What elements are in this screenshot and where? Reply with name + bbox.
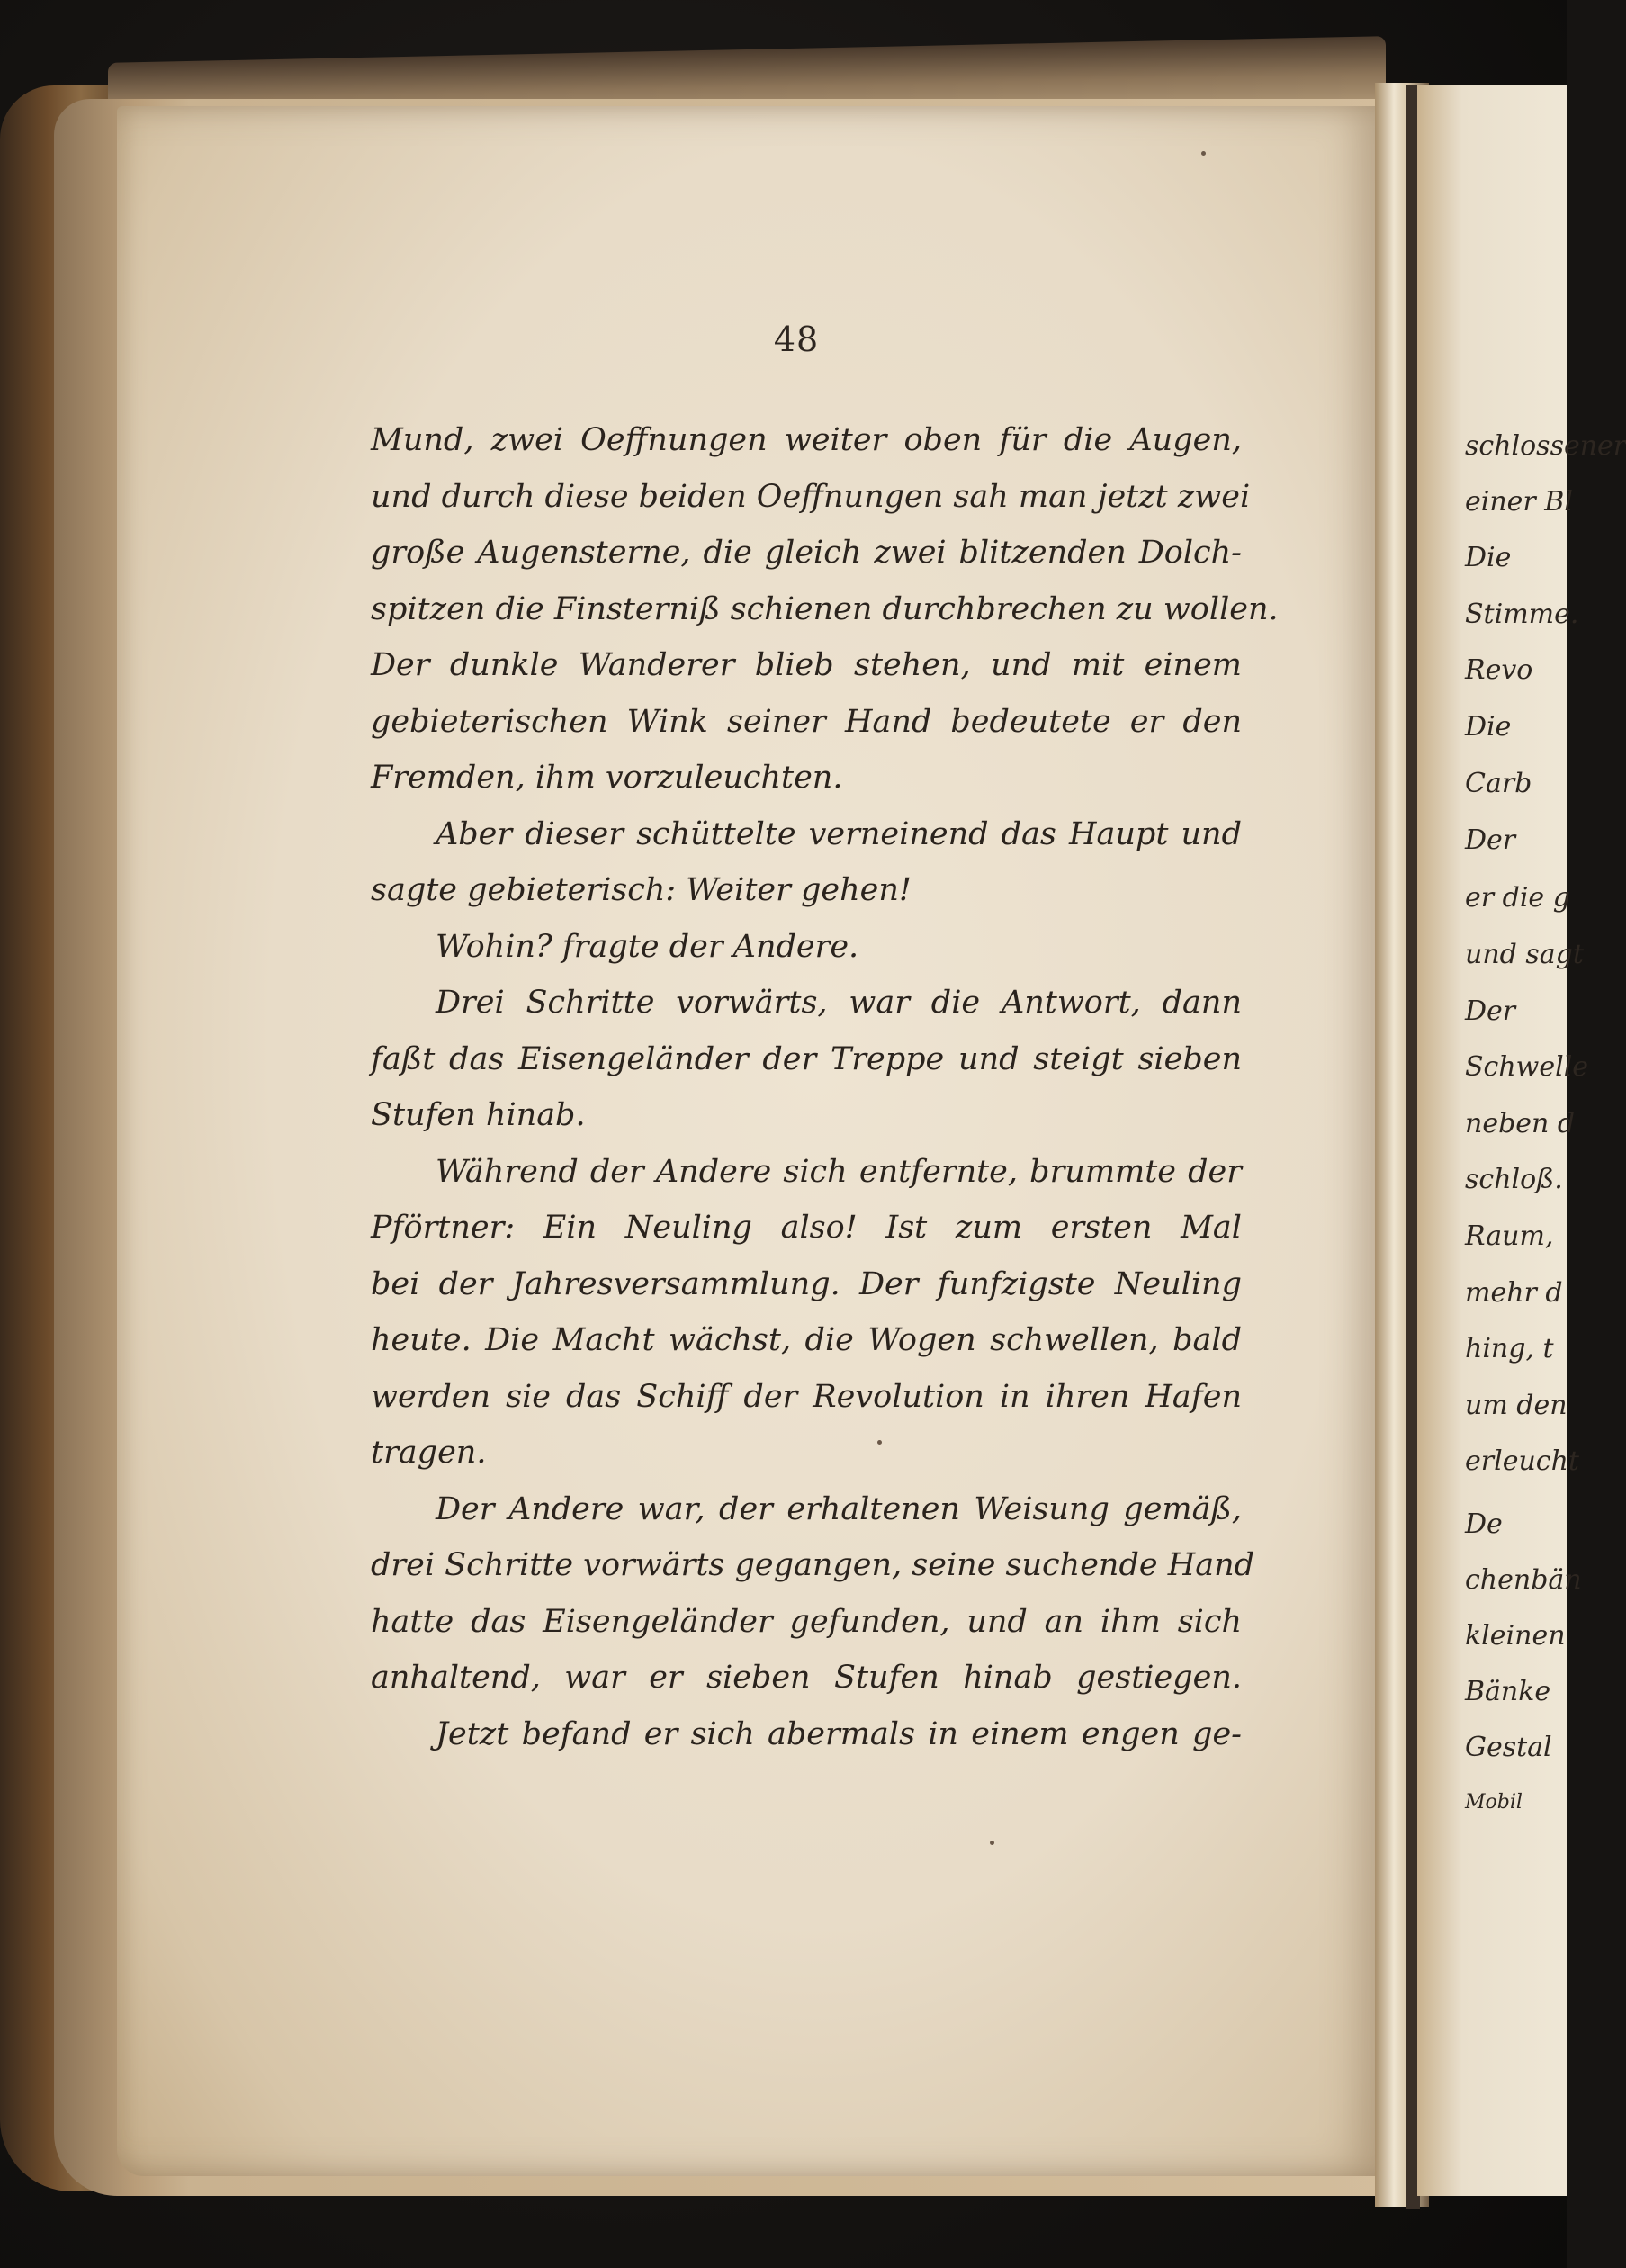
text-line: Stufen hinab. (371, 1097, 586, 1133)
text-line: sagte gebieterisch: Weiter gehen! (371, 872, 912, 908)
text-line: drei Schritte vorwärts gegangen, seine suchende Hand (371, 1547, 1255, 1583)
right-page-fragment: Raum, (1465, 1220, 1554, 1252)
right-page-fragment: mehr d (1465, 1277, 1563, 1309)
right-page-fragment: Carb (1465, 768, 1532, 799)
text-line: heute. Die Macht wächst, die Wogen schwellen, bald (371, 1322, 1242, 1358)
text-line: Aber dieser schüttelte verneinend das Haupt und (436, 815, 1242, 852)
text-line: werden sie das Schiff der Revolution in ihren Hafen (371, 1378, 1242, 1415)
text-line: und durch diese beiden Oeffnungen sah man jetzt zwei (371, 478, 1251, 515)
right-page-fragment: er die g (1465, 882, 1570, 914)
right-page-fragment: Der (1465, 995, 1516, 1027)
paper-speck (877, 1440, 882, 1444)
text-line: Fremden, ihm vorzuleuchten. (371, 760, 843, 796)
text-line: bei der Jahresversammlung. Der funfzigste Neuling (371, 1265, 1242, 1302)
right-page-fragment: Mobil (1465, 1791, 1523, 1814)
right-page-fragment: Die (1465, 711, 1512, 742)
text-line: Der dunkle Wanderer blieb stehen, und mit einem (371, 647, 1242, 683)
text-line: Pförtner: Ein Neuling also! Ist zum ersten Mal (371, 1210, 1242, 1246)
right-page-fragment: und sagt (1465, 939, 1584, 970)
page-number: 48 (773, 320, 820, 359)
body-text (371, 412, 1279, 1762)
right-page-fragment: hing, t (1465, 1333, 1554, 1364)
right-page-fragment: Stimme. (1465, 598, 1579, 630)
right-page-fragment: Revo (1465, 654, 1533, 686)
right-page-fragment: Gestal (1465, 1732, 1552, 1763)
right-page (1417, 86, 1626, 2196)
right-page-fragment: einer Bl (1465, 486, 1573, 518)
text-line: Während der Andere sich entfernte, brummte der (436, 1153, 1242, 1190)
right-page-fragment: schlossener (1465, 430, 1626, 462)
right-page-fragment: Der (1465, 824, 1516, 856)
text-line: Wohin? fragte der Andere. (436, 928, 859, 965)
right-page-fragment: Bänke (1465, 1676, 1551, 1707)
text-line: Mund, zwei Oeffnungen weiter oben für die Augen, (371, 422, 1242, 458)
right-page-fragment: Die (1465, 542, 1512, 573)
paper-speck (1201, 151, 1206, 156)
text-line: Jetzt befand er sich abermals in einem engen ge- (436, 1715, 1242, 1752)
right-page-fragment: De (1465, 1508, 1503, 1540)
paper-speck (990, 1840, 994, 1845)
text-line: anhaltend, war er sieben Stufen hinab gestiegen. (371, 1660, 1242, 1696)
right-page-fragment: neben d (1465, 1108, 1576, 1139)
right-page-fragment: erleucht (1465, 1445, 1579, 1477)
text-line: gebieterischen Wink seiner Hand bedeutete er den (371, 703, 1242, 740)
text-line: große Augensterne, die gleich zwei blitzenden Dolch- (371, 535, 1242, 571)
text-line: Drei Schritte vorwärts, war die Antwort, dann (436, 985, 1242, 1021)
right-page-fragment: um den (1465, 1390, 1568, 1421)
text-line: spitzen die Finsterniß schienen durchbrechen zu wollen. (371, 590, 1279, 627)
text-line: tragen. (371, 1435, 487, 1471)
right-page-fragment: chenbän (1465, 1564, 1582, 1596)
text-line: Der Andere war, der erhaltenen Weisung gemäß, (436, 1490, 1242, 1527)
text-line: hatte das Eisengeländer gefunden, und an ihm sich (371, 1603, 1242, 1640)
right-page-fragment: kleinen (1465, 1620, 1566, 1652)
text-line: faßt das Eisengeländer der Treppe und steigt sieben (371, 1040, 1242, 1077)
right-page-fragment: schloß. (1465, 1164, 1563, 1195)
right-page-fragment: Schwelle (1465, 1051, 1589, 1083)
